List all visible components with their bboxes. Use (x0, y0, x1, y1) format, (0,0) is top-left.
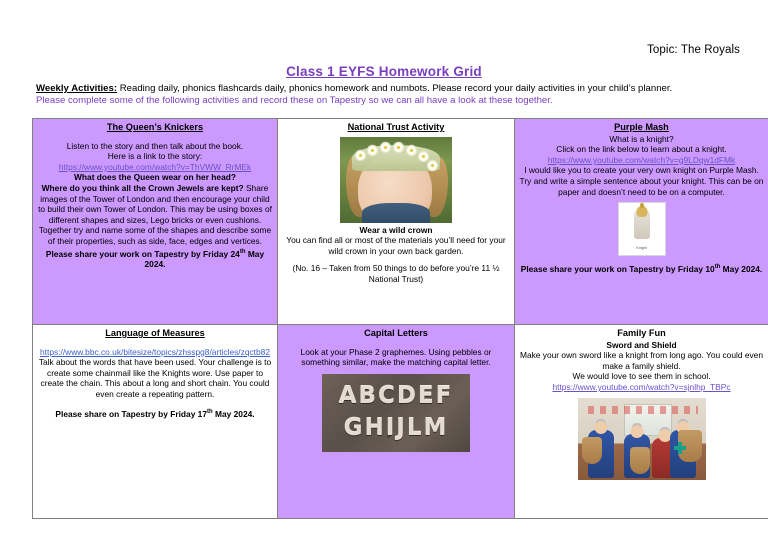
family-fun-body: Make your own sword like a knight from long ago. You could even make a family shield. (519, 350, 764, 371)
children-in-knight-costumes-photo (578, 398, 706, 480)
weekly-activities-line (36, 83, 746, 95)
daisy-icon (428, 161, 437, 170)
weekly-activities-text: Reading daily, phonics flashcards daily, phonics homework and numbots. Please record your daily activities in your child’s planner. (117, 83, 673, 94)
cell-language-of-measures (33, 325, 278, 519)
purple-mash-knight-link[interactable]: https://www.youtube.com/watch?v=g9LDqw1dFMk (547, 154, 736, 165)
table-row (33, 325, 768, 519)
knight-plume (640, 203, 644, 208)
national-trust-caption: Wear a wild crown (359, 224, 433, 235)
knight-image-label: Knight (636, 245, 647, 250)
queens-knickers-deadline: Please share your work on Tapestry by Friday 24th May 2024. (45, 248, 265, 269)
child-head (630, 425, 643, 438)
family-fun-video-link[interactable]: https://www.youtube.com/watch?v=sjnlhp_TBPc (552, 381, 731, 392)
family-fun-line2: We would love to see them in school. (572, 371, 711, 382)
cell-title: The Queen’s Knickers (106, 122, 204, 132)
national-trust-body: You can find all or most of the materials you’ll need for your wild crown in your own back garden. (286, 235, 506, 256)
cell-national-trust (278, 119, 515, 325)
bunting (588, 406, 698, 414)
cell-family-fun (515, 325, 768, 519)
table-row (33, 119, 768, 325)
topic-label: Topic: (647, 44, 678, 56)
shield-icon (630, 447, 650, 474)
cell-title: Purple Mash (614, 122, 669, 132)
queens-knickers-question1: What does the Queen wear on her head? (74, 172, 236, 183)
daisy-icon (368, 146, 377, 155)
cell-title: Capital Letters (364, 328, 428, 338)
queens-knickers-line2: Here is a link to the story: (107, 151, 203, 162)
daisy-icon (356, 151, 365, 160)
queens-knickers-line1: Listen to the story and then talk about the book. (66, 140, 244, 151)
language-of-measures-deadline: Please share on Tapestry by Friday 17th May 2024. (55, 408, 255, 419)
pebble-letters-row2: GHIJLM (343, 414, 449, 441)
spacer (37, 340, 273, 347)
cell-capital-letters (278, 325, 515, 519)
homework-grid-table (32, 118, 768, 519)
daisy-icon (394, 143, 403, 152)
national-trust-source: (No. 16 – Taken from 50 things to do before you’re 11 ½ National Trust) (292, 263, 500, 284)
pebble-letters-row1: ABCDEF (338, 382, 454, 409)
purple-mash-line2: Click on the link below to learn about a knight. (556, 144, 727, 155)
spacer (282, 340, 510, 347)
child-head (594, 421, 607, 434)
language-of-measures-bbc-link[interactable]: https://www.bbc.co.uk/bitesize/topics/zhsspg8/articles/zqctb82 (40, 346, 270, 357)
queens-knickers-question2: Where do you think all the Crown Jewels are kept? Share images of the Tower of London and then encourage your child to build their own Tower of London. This may be using boxes of different shapes and sizes, Lego bricks or even cushions. Together try and name some of the shapes and describe some of their properties, such as side, face, edges and vertices. (38, 182, 272, 246)
knight-clipart-thumbnail (618, 202, 666, 256)
shirt (362, 203, 430, 223)
queens-knickers-body: Share images of the Tower of London and then encourage your child to build their own Tower of London. This may be using boxes of different shapes and sizes, Lego bricks or even cushions. Together try and name some of the shapes and describe some of their properties, such as side, face, edges and vertices. (38, 182, 272, 246)
spacer (37, 134, 273, 141)
daisy-icon (381, 143, 390, 152)
topic-line (647, 44, 740, 56)
pebble-letters (322, 380, 470, 444)
cell-title: Language of Measures (105, 328, 205, 338)
spacer (282, 256, 510, 263)
daisy-icon (419, 152, 428, 161)
cell-purple-mash (515, 119, 768, 325)
purple-mash-line1: What is a knight? (609, 133, 674, 144)
cell-title: Family Fun (617, 328, 666, 338)
shield-icon (582, 437, 602, 464)
cross-emblem-icon (674, 442, 686, 454)
pebble-alphabet-photo (322, 374, 470, 452)
page-title: Class 1 EYFS Homework Grid (286, 64, 482, 79)
capital-letters-body: Look at your Phase 2 graphemes. Using pebbles or something similar, make the matching capital letter. (300, 346, 492, 368)
purple-mash-body: I would like you to create your very own knight on Purple Mash. Try and write a simple sentence about your knight. This can be on paper and doesn’t need to be on a computer. (519, 165, 764, 197)
family-fun-subtitle: Sword and Shield (606, 339, 677, 350)
language-of-measures-body: Talk about the words that have been used. Your challenge is to create some chainmail like the Knights wore. Use paper to create the chain. This about a long and short chain. You could even create a repeating pattern. (38, 357, 272, 399)
queens-knickers-story-link[interactable]: https://www.youtube.com/watch?v=ThVWW_RrMEk (58, 161, 252, 172)
cell-title: National Trust Activity (347, 122, 445, 132)
tapestry-instruction: Please complete some of the following activities and record these on Tapestry so we can all have a look at these together. (36, 95, 553, 106)
daisy-icon (407, 146, 416, 155)
girl-wearing-daisy-crown-photo (340, 137, 452, 223)
weekly-activities-label: Weekly Activities: (36, 83, 118, 94)
cell-queens-knickers (33, 119, 278, 325)
spacer (37, 400, 273, 407)
purple-mash-deadline: Please share your work on Tapestry by Friday 10th May 2024. (520, 263, 763, 274)
topic-value: The Royals (680, 44, 740, 56)
